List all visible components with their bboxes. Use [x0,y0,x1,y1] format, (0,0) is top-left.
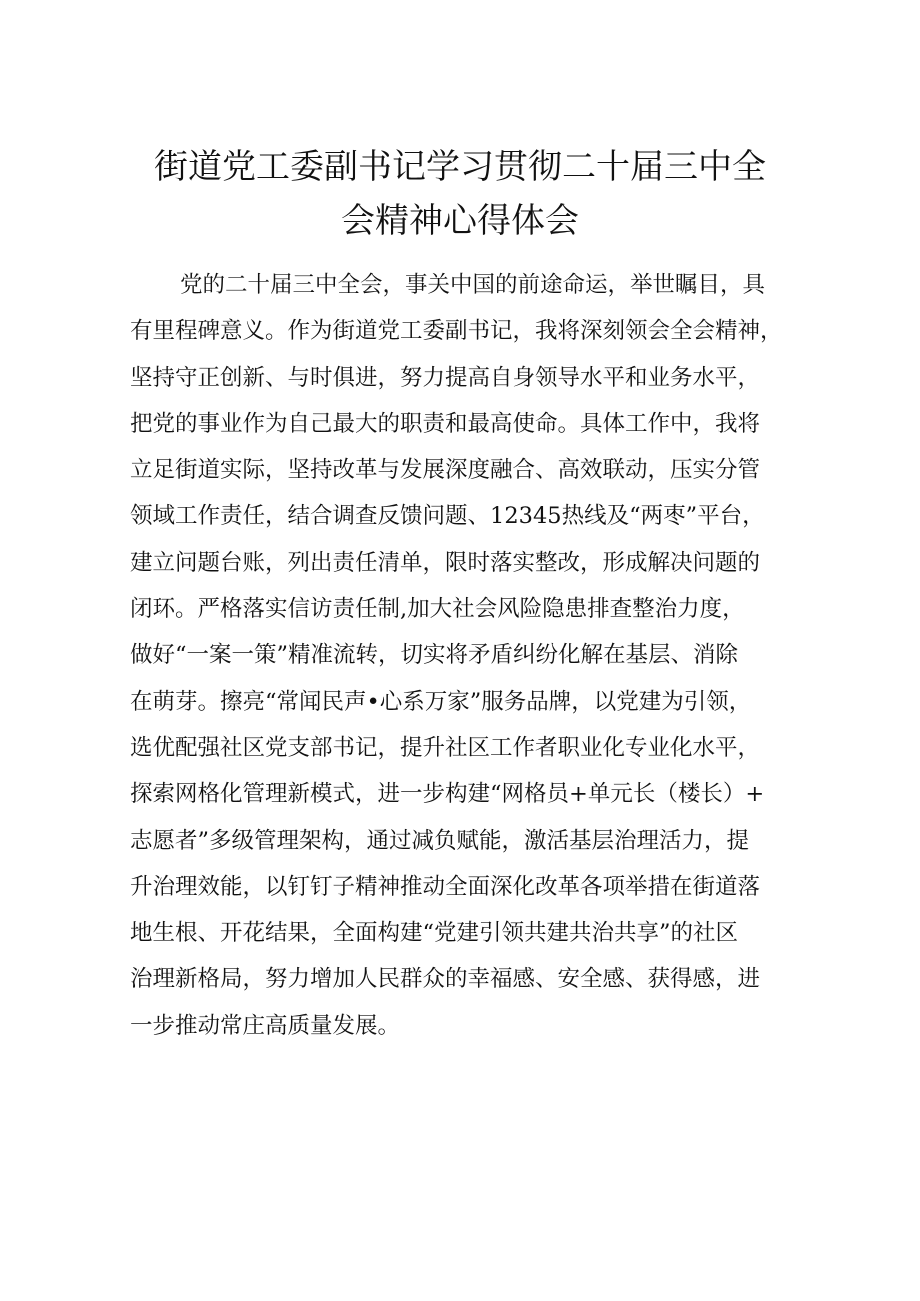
document-title [140,140,780,248]
body-line: 领域工作责任，结合调查反馈问题、12345热线及“两枣”平台， [130,503,765,530]
body-line: 做好“一案一策”精准流转，切实将矛盾纠纷化解在基层、消除 [130,642,739,669]
body-line: 一步推动常庄高质量发展。 [130,1012,401,1039]
body-line: 志愿者”多级管理架构，通过减负赋能，激活基层治理活力，提 [130,827,750,854]
body-line: 升治理效能，以钉钉子精神推动全面深化改革各项举措在街道落 [130,873,761,900]
body-line: 地生根、开花结果，全面构建“党建引领共建共治共享”的社区 [130,920,739,947]
body-line: 坚持守正创新、与时俱进，努力提高自身领导水平和业务水平， [130,364,761,391]
body-line: 党的二十届三中全会，事关中国的前途命运，举世瞩目，具 [180,272,766,298]
body-line: 治理新格局，努力增加人民群众的幸福感、安全感、获得感，进 [130,966,761,993]
title-line-2: 会精神心得体会 [341,201,579,241]
body-line: 建立问题台账，列出责任清单，限时落实整改，形成解决问题的 [130,549,761,576]
body-line: 选优配强社区党支部书记，提升社区工作者职业化专业化水平， [130,734,761,761]
body-line: 把党的事业作为自己最大的职责和最高使命。具体工作中，我将 [130,410,761,437]
body-line: 立足街道实际，坚持改革与发展深度融合、高效联动，压实分管 [130,457,761,484]
body-line: 探索网格化管理新模式，进一步构建“网格员+单元长（楼长）+ [130,781,765,808]
body-line: 有里程碑意义。作为街道党工委副书记，我将深刻领会全会精神， [130,318,783,345]
document-body [130,262,800,1049]
title-line-1: 街道党工委副书记学习贯彻二十届三中全 [154,147,766,187]
body-line: 闭环。严格落实信访责任制,加大社会风险隐患排查整治力度， [130,596,745,623]
body-line: 在萌芽。擦亮“常闻民声•心系万家”服务品牌，以党建为引领， [130,688,752,715]
